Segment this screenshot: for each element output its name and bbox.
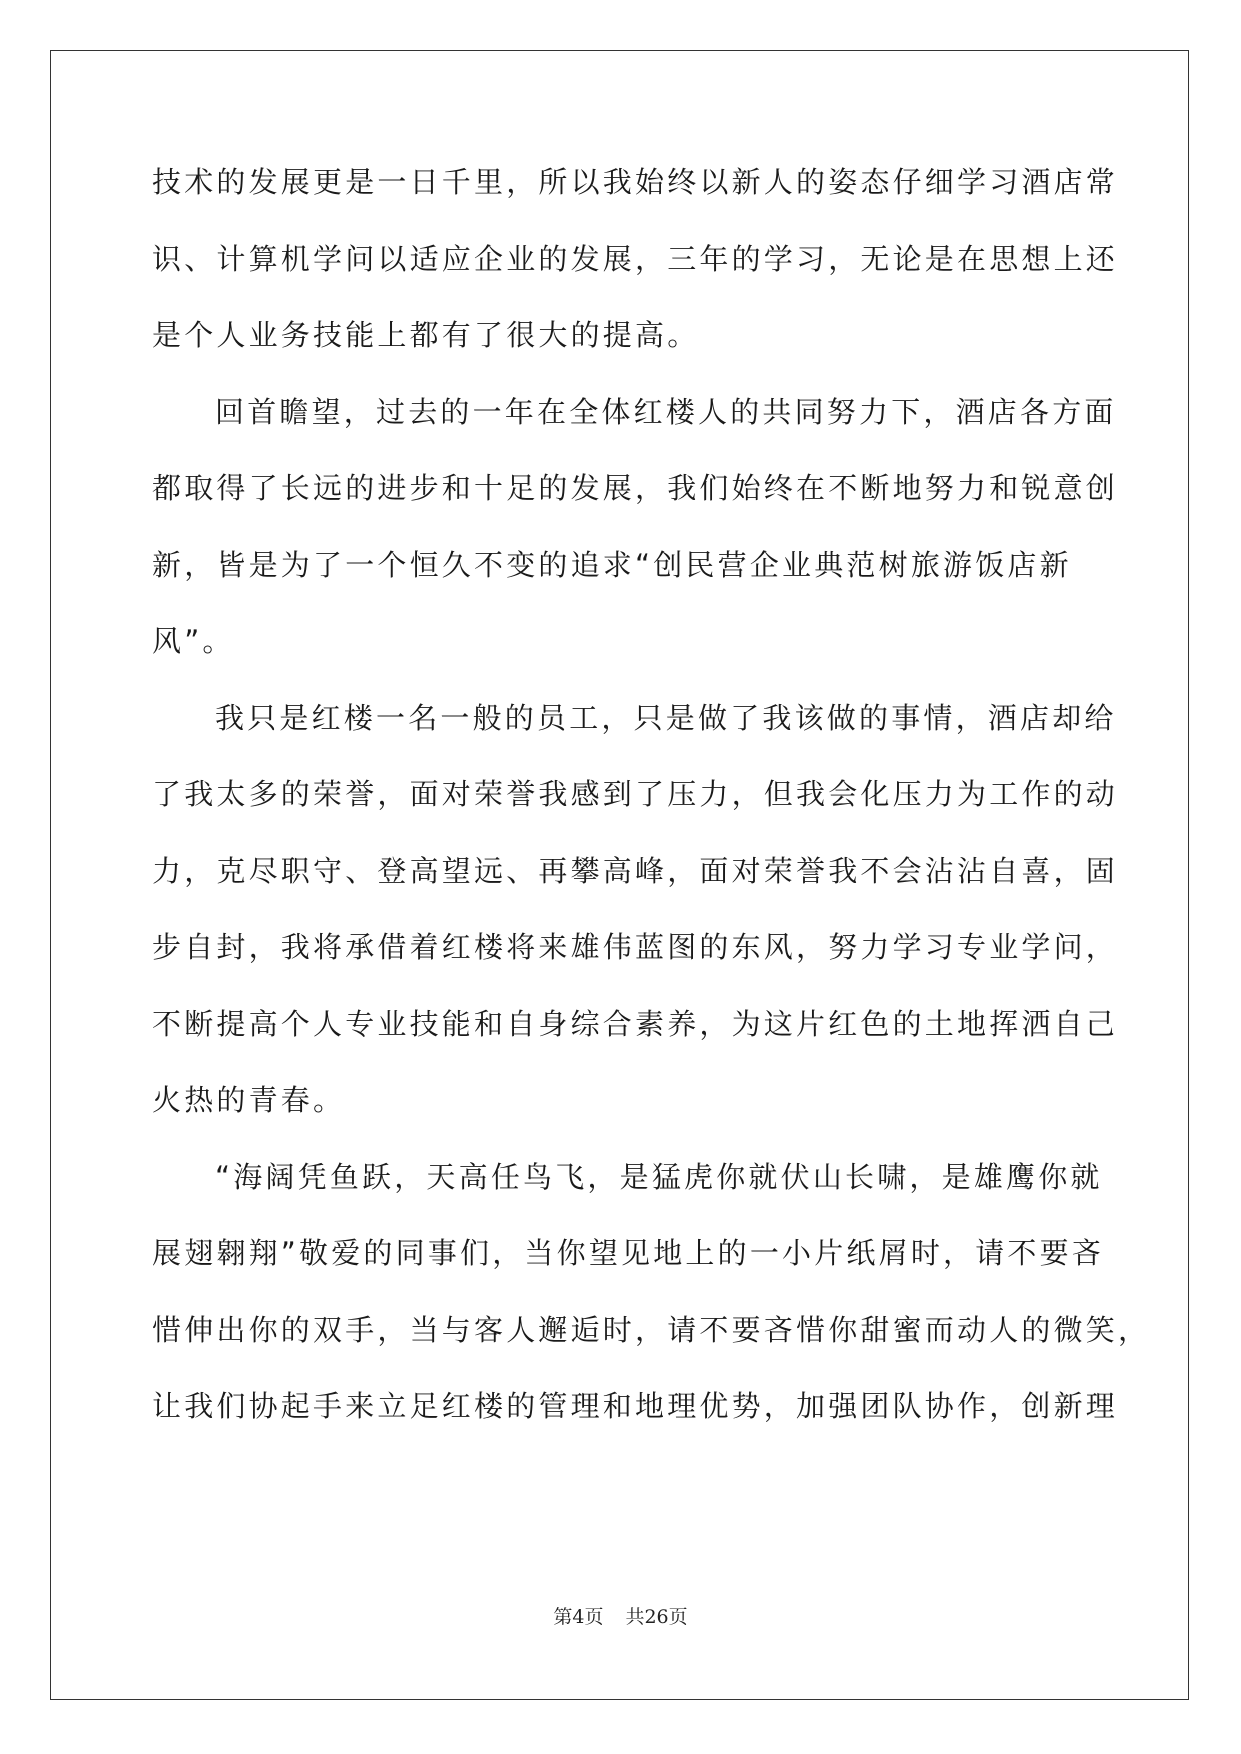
text-line: 技术的发展更是一日千里，所以我始终以新人的姿态仔细学习酒店常 (152, 165, 1119, 199)
total-pages-label: 共26页 (625, 1606, 688, 1628)
paragraph-first-line: “海阔凭鱼跃，天高任鸟飞，是猛虎你就伏山长啸，是雄鹰你就 (215, 1159, 1103, 1194)
text-line: 力，克尽职守、登高望远、再攀高峰，面对荣誉我不会沾沾自喜，固 (152, 853, 1119, 888)
text-line: 识、计算机学问以适应企业的发展，三年的学习，无论是在思想上还 (152, 241, 1119, 276)
text-line: 展翅翱翔”敬爱的同事们，当你望见地上的一小片纸屑时，请不要吝 (152, 1236, 1105, 1270)
text-line: 步自封，我将承借着红楼将来雄伟蓝图的东风，努力学习专业学问， (152, 930, 1119, 964)
text-line: 了我太多的荣誉，面对荣誉我感到了压力，但我会化压力为工作的动 (152, 777, 1119, 811)
text-line: 让我们协起手来立足红楼的管理和地理优势，加强团队协作，创新理 (152, 1389, 1119, 1423)
text-line: 新，皆是为了一个恒久不变的追求“创民营企业典范树旅游饭店新 (152, 547, 1072, 582)
page-footer (0, 1602, 1241, 1629)
text-line: 都取得了长远的进步和十足的发展，我们始终在不断地努力和锐意创 (152, 471, 1119, 505)
text-line: 不断提高个人专业技能和自身综合素养，为这片红色的土地挥洒自己 (152, 1006, 1119, 1041)
current-page-label: 第4页 (553, 1606, 604, 1628)
text-line: 是个人业务技能上都有了很大的提高。 (152, 318, 700, 352)
paragraph-first-line: 回首瞻望，过去的一年在全体红楼人的共同努力下，酒店各方面 (215, 394, 1117, 429)
text-line: 火热的青春。 (152, 1083, 346, 1117)
document-body (152, 162, 1151, 1463)
text-line: 惜伸出你的双手，当与客人邂逅时，请不要吝惜你甜蜜而动人的微笑， (152, 1312, 1151, 1347)
paragraph-first-line: 我只是红楼一名一般的员工，只是做了我该做的事情，酒店却给 (215, 700, 1117, 735)
text-line: 风”。 (152, 624, 235, 658)
